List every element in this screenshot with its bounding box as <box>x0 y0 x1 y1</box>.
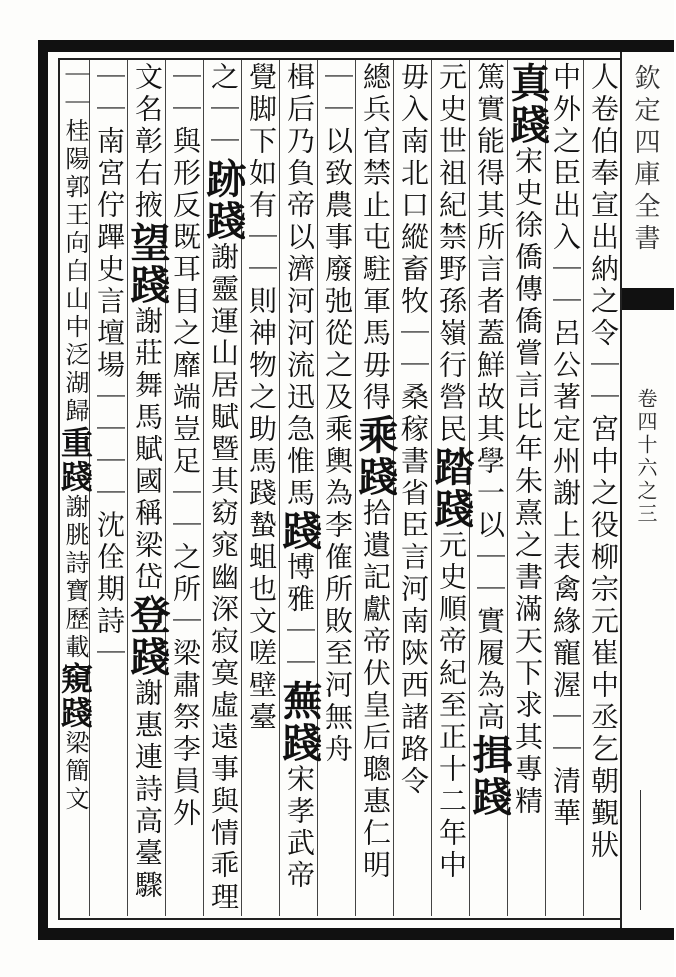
column-text: 覺脚下如有｜｜則神物之助馬踐蟄蛆也文嗟壁臺 <box>245 62 278 734</box>
column-text: 謝朓詩寶歷載 <box>61 494 89 662</box>
entry-heading: 踏踐 <box>428 446 475 530</box>
column-text: ｜｜桂陽郭王向白山中泛湖歸 <box>61 62 89 426</box>
column-text: 元史世祖紀禁野孫嶺行營民 <box>435 62 468 446</box>
text-column-hidden <box>48 62 60 914</box>
column-text: 篤實能得其所言者蓋鮮故其學一以｜｜實履為高 <box>473 62 506 734</box>
text-column <box>504 62 551 914</box>
column-text: 楫后乃負帝以濟河河流迅急惟馬 <box>283 62 316 510</box>
column-text: ｜｜以致農事廢弛從之及乘輿為李傕所敗至河無舟 <box>321 62 354 766</box>
text-column <box>394 62 432 914</box>
text-column <box>56 62 94 914</box>
column-text: 博雅｜｜ <box>283 552 316 680</box>
column-text: 元史順帝紀至正十二年中 <box>435 530 468 882</box>
frame-bottom-border <box>38 928 674 940</box>
entry-heading: 重踐 <box>56 426 94 494</box>
entry-heading: 真踐 <box>504 62 551 146</box>
column-text: 毋入南北口縱畜牧｜｜桑稼書省臣言河南陝西諸路令 <box>397 62 430 798</box>
frame-top-border <box>38 40 674 52</box>
text-column <box>546 62 584 914</box>
column-text: 之｜｜ <box>207 62 240 158</box>
entry-heading: 跡踐 <box>200 158 247 242</box>
entry-heading: 踐 <box>276 510 323 552</box>
text-column <box>124 62 171 914</box>
column-text: 總兵官禁止屯駐軍馬毋得 <box>359 62 392 414</box>
column-text: ｜｜南宮佇蹕史言壇場｜｜｜｜沈佺期詩｜ <box>93 62 126 670</box>
text-column <box>166 62 204 914</box>
text-column <box>90 62 128 914</box>
column-text: 文名彰右掖 <box>131 62 164 222</box>
frame-left-border <box>38 40 48 940</box>
text-column <box>276 62 323 914</box>
entry-heading: 蕪踐 <box>276 680 323 764</box>
column-text: 謝惠連詩高臺驟 <box>131 678 164 902</box>
column-text: 謝靈運山居賦暨其窈窕幽深寂寞虛遠事與情乖理 <box>207 242 240 914</box>
book-title: 欽定四庫全書 <box>630 64 660 256</box>
column-text: ｜｜與形反既耳目之靡端豈足｜｜之所｜梁肅祭李員外 <box>169 62 202 830</box>
volume-label: 卷四十六之三 <box>634 388 658 526</box>
entry-heading: 揖踐 <box>466 734 513 818</box>
margin-rule <box>640 790 641 910</box>
text-column <box>584 62 622 914</box>
column-text: 人卷伯奉宣出納之令｜｜宮中之役柳宗元崔中丞乞朝覲狀 <box>587 62 620 862</box>
text-column <box>352 62 399 914</box>
entry-heading: 乘踐 <box>352 414 399 498</box>
entry-heading: 望踐 <box>124 222 171 306</box>
column-text: 梁簡文 <box>61 730 89 814</box>
column-text: 宋孝武帝 <box>283 764 316 892</box>
column-text: 拾遺記獻帝伏皇后聰惠仁明 <box>359 498 392 882</box>
column-text: 宋史徐僑傳僑嘗言比年朱熹之書滿天下求其專精 <box>511 146 544 818</box>
fishtail-mark <box>622 288 674 310</box>
text-column <box>318 62 356 914</box>
text-column <box>428 62 475 914</box>
column-text: 中外之臣出入｜｜呂公著定州謝上表禽緣寵渥｜｜清華 <box>549 62 582 830</box>
text-column <box>242 62 280 914</box>
text-column <box>466 62 513 914</box>
entry-heading: 登踐 <box>124 594 171 678</box>
column-text: 謝莊舞馬賦國稱梁岱 <box>131 306 164 594</box>
text-column <box>200 62 247 914</box>
entry-heading: 窺踐 <box>56 662 94 730</box>
